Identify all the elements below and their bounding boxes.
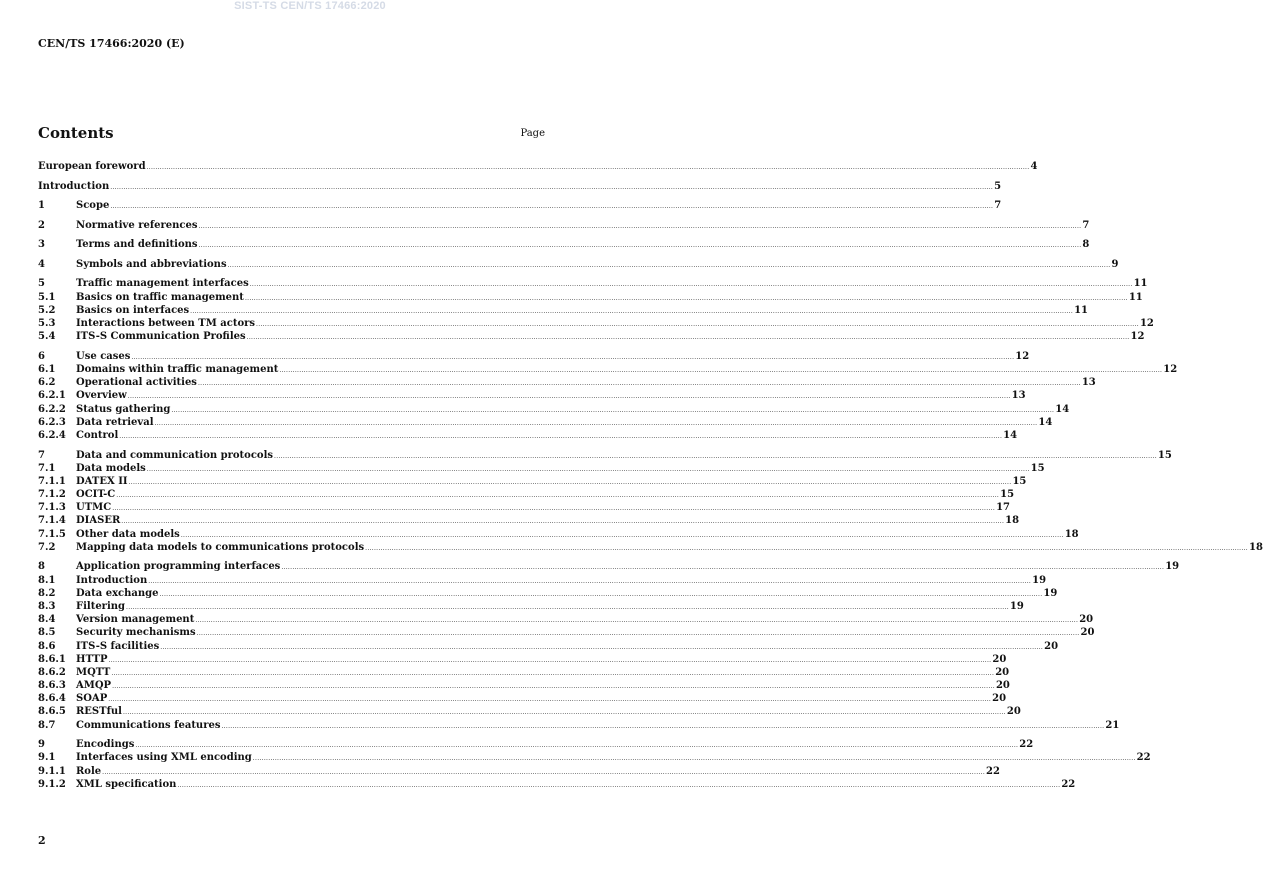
toc-entry-title[interactable]: Introduction <box>38 180 110 192</box>
toc-entry-title[interactable]: Security mechanisms <box>76 627 196 639</box>
toc-dot-leader: ................................................................................................................................................................................................................................................................................................................................................................................................................ <box>198 242 1082 250</box>
toc-entry-title[interactable]: ITS-S Communication Profiles <box>76 331 246 343</box>
toc-entry-page: 19 <box>1165 561 1180 573</box>
toc-dot-leader: ................................................................................................................................................................................................................................................................................................................................................................................................................ <box>102 768 986 776</box>
toc-dot-leader: ................................................................................................................................................................................................................................................................................................................................................................................................................ <box>196 630 1080 638</box>
toc-entry[interactable] <box>38 403 1070 416</box>
toc-entry-number: 5.4 <box>38 331 56 343</box>
toc-entry[interactable] <box>38 587 1058 600</box>
toc-entry-title[interactable]: Data retrieval <box>76 416 154 428</box>
toc-dot-leader: ................................................................................................................................................................................................................................................................................................................................................................................................................ <box>171 406 1055 414</box>
toc-entry-title[interactable]: Mapping data models to communications protocols <box>76 541 365 553</box>
toc-entry[interactable] <box>38 574 1047 587</box>
toc-entry-number: 8.2 <box>38 587 56 599</box>
toc-dot-leader: ................................................................................................................................................................................................................................................................................................................................................................................................................ <box>221 722 1105 730</box>
toc-entry-number: 2 <box>38 219 45 231</box>
toc-entry-page: 18 <box>1005 515 1020 527</box>
toc-entry-page: 20 <box>992 653 1007 665</box>
toc-entry[interactable] <box>38 705 1021 718</box>
toc-entry-page: 9 <box>1111 258 1119 270</box>
toc-dot-leader: ................................................................................................................................................................................................................................................................................................................................................................................................................ <box>281 564 1165 572</box>
toc-dot-leader: ................................................................................................................................................................................................................................................................................................................................................................................................................ <box>249 281 1133 289</box>
toc-entry-page: 22 <box>1061 778 1076 790</box>
toc-entry-title[interactable]: Operational activities <box>76 377 197 389</box>
toc-entry-title[interactable]: Encodings <box>76 739 135 751</box>
toc-dot-leader: ................................................................................................................................................................................................................................................................................................................................................................................................................ <box>112 505 996 513</box>
toc-dot-leader: ................................................................................................................................................................................................................................................................................................................................................................................................................ <box>252 755 1136 763</box>
toc-entry-title[interactable]: DIASER <box>76 515 121 527</box>
toc-entry-title[interactable]: Basics on interfaces <box>76 304 190 316</box>
toc-entry-page: 11 <box>1128 291 1143 303</box>
toc-entry-page: 19 <box>1009 600 1024 612</box>
toc-entry-number: 8.6.1 <box>38 653 66 665</box>
toc-entry-page: 22 <box>1019 739 1034 751</box>
toc-dot-leader: ................................................................................................................................................................................................................................................................................................................................................................................................................ <box>154 419 1038 427</box>
toc-entry-title[interactable]: European foreword <box>38 161 146 172</box>
toc-entry[interactable] <box>38 541 1263 554</box>
toc-entry-title[interactable]: Normative references <box>76 219 198 231</box>
toc-entry-page: 13 <box>1081 377 1096 389</box>
toc-entry-number: 8.6 <box>38 640 56 652</box>
toc-entry-number: 6.2.4 <box>38 429 66 441</box>
toc-entry-page: 7 <box>1082 219 1090 231</box>
toc-dot-leader: ................................................................................................................................................................................................................................................................................................................................................................................................................ <box>274 452 1157 460</box>
toc-entry-number: 5.2 <box>38 304 56 316</box>
toc-entry[interactable] <box>38 363 1178 376</box>
toc-entry-title[interactable]: AMQP <box>76 680 112 692</box>
toc-entry-page: 8 <box>1082 239 1090 251</box>
toc-entry[interactable] <box>38 219 1090 232</box>
toc-entry-title[interactable]: Application programming interfaces <box>76 561 281 573</box>
toc-entry-page: 12 <box>1139 318 1154 330</box>
toc-dot-leader: ................................................................................................................................................................................................................................................................................................................................................................................................................ <box>110 183 994 191</box>
toc-entry-title[interactable]: OCIT-C <box>76 489 116 501</box>
toc-entry-page: 7 <box>994 200 1002 212</box>
toc-entry-number: 6.2.1 <box>38 390 66 402</box>
toc-entry-title[interactable]: Scope <box>76 200 110 212</box>
toc-entry-page: 15 <box>1000 489 1015 501</box>
toc-entry-number: 8.6.4 <box>38 693 66 705</box>
toc-entry[interactable] <box>38 277 1148 290</box>
toc-entry-title[interactable]: Traffic management interfaces <box>76 278 249 290</box>
toc-entry[interactable] <box>38 692 1007 705</box>
toc-entry-number: 5.1 <box>38 291 56 303</box>
toc-entry[interactable] <box>38 389 1026 402</box>
toc-entry-title[interactable]: Introduction <box>76 574 148 586</box>
toc-entry[interactable] <box>38 304 1088 317</box>
toc-entry[interactable] <box>38 429 1018 442</box>
toc-entry-page: 17 <box>996 502 1011 514</box>
toc-dot-leader: ................................................................................................................................................................................................................................................................................................................................................................................................................ <box>180 531 1064 539</box>
toc-entry-page: 21 <box>1105 719 1120 731</box>
toc-entry[interactable] <box>38 376 1096 389</box>
toc-entry-title[interactable]: RESTful <box>76 706 122 718</box>
toc-entry-page: 20 <box>1079 614 1094 626</box>
toc-entry[interactable] <box>38 719 1120 732</box>
toc-dot-leader: ................................................................................................................................................................................................................................................................................................................................................................................................................ <box>197 380 1081 388</box>
toc-entry-title[interactable]: Data and communication protocols <box>76 449 274 461</box>
toc-entry-page: 14 <box>1055 403 1070 415</box>
toc-entry-number: 5 <box>38 278 45 290</box>
toc-entry-page: 12 <box>1130 331 1145 343</box>
toc-entry-number: 8.6.3 <box>38 680 66 692</box>
toc-entry-page: 14 <box>1038 416 1053 428</box>
toc-entry-number: 7.1.5 <box>38 528 66 540</box>
toc-entry-number: 9 <box>38 739 45 751</box>
footer-page-number: 2 <box>38 834 46 847</box>
toc-entry-number: 6.2 <box>38 377 56 389</box>
toc-entry-number: 7 <box>38 449 45 461</box>
toc-entry-title[interactable]: Data models <box>76 462 146 474</box>
toc-entry-number: 1 <box>38 200 45 212</box>
toc-dot-leader: ................................................................................................................................................................................................................................................................................................................................................................................................................ <box>108 656 992 664</box>
toc-entry-number: 5.3 <box>38 318 56 330</box>
toc-dot-leader: ................................................................................................................................................................................................................................................................................................................................................................................................................ <box>190 307 1074 315</box>
toc-entry-title[interactable]: Symbols and abbreviations <box>76 258 227 270</box>
toc-entry-title[interactable]: MQTT <box>76 666 111 678</box>
toc-entry[interactable] <box>38 416 1053 429</box>
toc-dot-leader: ................................................................................................................................................................................................................................................................................................................................................................................................................ <box>112 683 995 691</box>
toc-entry-title[interactable]: Interfaces using XML encoding <box>76 752 252 764</box>
toc-entry-title[interactable]: ITS-S facilities <box>76 640 160 652</box>
toc-dot-leader: ................................................................................................................................................................................................................................................................................................................................................................................................................ <box>127 393 1011 401</box>
toc-dot-leader: ................................................................................................................................................................................................................................................................................................................................................................................................................ <box>244 294 1128 302</box>
toc-entry-number: 6 <box>38 350 45 362</box>
toc-entry[interactable] <box>38 514 1020 527</box>
toc-entry-title[interactable]: Version management <box>76 614 195 626</box>
table-of-contents <box>38 160 1263 791</box>
toc-entry-page: 22 <box>986 765 1000 777</box>
toc-entry-page: 20 <box>992 693 1007 705</box>
toc-entry-page: 20 <box>995 680 1010 692</box>
toc-dot-leader: ................................................................................................................................................................................................................................................................................................................................................................................................................ <box>108 696 992 704</box>
toc-entry-title[interactable]: Data exchange <box>76 587 159 599</box>
toc-dot-leader: ................................................................................................................................................................................................................................................................................................................................................................................................................ <box>160 643 1044 651</box>
toc-entry-number: 3 <box>38 239 45 251</box>
toc-entry-number: 8.7 <box>38 719 56 731</box>
toc-dot-leader: ................................................................................................................................................................................................................................................................................................................................................................................................................ <box>246 334 1130 342</box>
toc-entry[interactable] <box>38 258 1119 271</box>
toc-entry-title[interactable]: SOAP <box>76 693 108 705</box>
toc-entry-number: 8.6.5 <box>38 706 66 718</box>
toc-entry[interactable] <box>38 462 1045 475</box>
toc-entry[interactable] <box>38 626 1095 639</box>
toc-entry-title[interactable]: XML specification <box>76 778 177 790</box>
toc-entry-page: 14 <box>1003 429 1018 441</box>
toc-entry[interactable] <box>38 501 1011 514</box>
toc-entry[interactable] <box>38 640 1059 653</box>
toc-entry[interactable] <box>38 488 1015 501</box>
toc-entry[interactable] <box>38 449 1172 462</box>
toc-dot-leader: ................................................................................................................................................................................................................................................................................................................................................................................................................ <box>146 164 1030 171</box>
toc-dot-leader: ................................................................................................................................................................................................................................................................................................................................................................................................................ <box>146 465 1030 473</box>
toc-entry-page: 12 <box>1163 363 1178 375</box>
toc-entry-page: 20 <box>995 666 1010 678</box>
toc-entry-title[interactable]: HTTP <box>76 653 108 665</box>
toc-entry-page: 18 <box>1064 528 1079 540</box>
toc-dot-leader: ................................................................................................................................................................................................................................................................................................................................................................................................................ <box>128 478 1012 486</box>
toc-entry[interactable] <box>38 666 1010 679</box>
toc-dot-leader: ................................................................................................................................................................................................................................................................................................................................................................................................................ <box>177 781 1061 789</box>
toc-entry[interactable] <box>38 765 1000 778</box>
toc-entry-page: 19 <box>1032 574 1047 586</box>
toc-entry-number: 7.2 <box>38 541 56 553</box>
toc-entry-page: 11 <box>1074 304 1088 316</box>
toc-entry-page: 11 <box>1133 278 1148 290</box>
toc-dot-leader: ................................................................................................................................................................................................................................................................................................................................................................................................................ <box>111 669 995 677</box>
toc-entry-number: 6.1 <box>38 363 56 375</box>
toc-entry[interactable] <box>38 199 1002 212</box>
toc-entry-page: 20 <box>1006 706 1021 718</box>
toc-entry-title[interactable]: Filtering <box>76 600 126 612</box>
toc-entry[interactable] <box>38 600 1024 613</box>
toc-entry[interactable] <box>38 160 1038 173</box>
toc-entry[interactable] <box>38 778 1076 791</box>
toc-entry[interactable] <box>38 330 1145 343</box>
toc-entry[interactable] <box>38 653 1007 666</box>
toc-entry-title[interactable]: UTMC <box>76 502 112 514</box>
toc-entry[interactable] <box>38 560 1180 573</box>
toc-entry-number: 7.1.1 <box>38 475 66 487</box>
toc-entry-page: 19 <box>1043 587 1058 599</box>
toc-entry-title[interactable]: Other data models <box>76 528 180 540</box>
toc-entry-page: 4 <box>1030 161 1038 172</box>
toc-entry[interactable] <box>38 738 1034 751</box>
page-column-label: Page <box>520 128 545 139</box>
toc-entry-number: 8.4 <box>38 614 56 626</box>
toc-dot-leader: ................................................................................................................................................................................................................................................................................................................................................................................................................ <box>198 222 1082 230</box>
toc-entry-number: 9.1.2 <box>38 778 66 790</box>
toc-entry-title[interactable]: Domains within traffic management <box>76 363 279 375</box>
toc-entry[interactable] <box>38 317 1154 330</box>
toc-entry-title[interactable]: Overview <box>76 390 127 402</box>
toc-entry[interactable] <box>38 613 1094 626</box>
toc-dot-leader: ................................................................................................................................................................................................................................................................................................................................................................................................................ <box>195 617 1079 625</box>
toc-entry-number: 8.5 <box>38 627 56 639</box>
toc-dot-leader: ................................................................................................................................................................................................................................................................................................................................................................................................................ <box>256 321 1139 329</box>
toc-entry-title[interactable]: Status gathering <box>76 403 171 415</box>
toc-entry-title[interactable]: Control <box>76 429 119 441</box>
toc-entry[interactable] <box>38 679 1010 692</box>
watermark: SIST-TS CEN/TS 17466:2020 <box>234 0 386 12</box>
toc-entry-number: 7.1.3 <box>38 502 66 514</box>
toc-entry-page: 22 <box>1136 752 1151 764</box>
toc-entry-title[interactable]: Interactions between TM actors <box>76 318 256 330</box>
toc-entry-title[interactable]: Basics on traffic management <box>76 291 244 303</box>
toc-entry-number: 4 <box>38 258 45 270</box>
toc-entry-page: 15 <box>1012 475 1027 487</box>
toc-dot-leader: ................................................................................................................................................................................................................................................................................................................................................................................................................ <box>279 366 1163 374</box>
toc-entry-number: 7.1.2 <box>38 489 66 501</box>
toc-entry[interactable] <box>38 475 1027 488</box>
toc-entry-page: 13 <box>1011 390 1026 402</box>
toc-entry-page: 20 <box>1044 640 1059 652</box>
toc-dot-leader: ................................................................................................................................................................................................................................................................................................................................................................................................................ <box>122 709 1006 717</box>
toc-entry-number: 9.1 <box>38 752 56 764</box>
contents-title: Contents <box>38 124 114 142</box>
toc-entry-number: 8.1 <box>38 574 56 586</box>
toc-entry[interactable] <box>38 528 1079 541</box>
toc-entry[interactable] <box>38 238 1090 251</box>
document-id: CEN/TS 17466:2020 (E) <box>38 37 185 50</box>
toc-entry-number: 8.6.2 <box>38 666 66 678</box>
toc-entry-number: 9.1.1 <box>38 765 66 777</box>
toc-dot-leader: ................................................................................................................................................................................................................................................................................................................................................................................................................ <box>126 603 1009 611</box>
toc-entry-title[interactable]: Role <box>76 765 102 777</box>
toc-entry[interactable] <box>38 291 1143 304</box>
toc-entry-number: 8.3 <box>38 600 56 612</box>
toc-dot-leader: ................................................................................................................................................................................................................................................................................................................................................................................................................ <box>110 203 994 211</box>
toc-dot-leader: ................................................................................................................................................................................................................................................................................................................................................................................................................ <box>148 577 1032 585</box>
toc-entry-title[interactable]: Terms and definitions <box>76 239 198 251</box>
toc-entry-page: 5 <box>994 180 1002 192</box>
toc-entry-number: 7.1 <box>38 462 56 474</box>
toc-entry[interactable] <box>38 350 1030 363</box>
toc-dot-leader: ................................................................................................................................................................................................................................................................................................................................................................................................................ <box>121 518 1005 526</box>
toc-entry-number: 7.1.4 <box>38 515 66 527</box>
toc-dot-leader: ................................................................................................................................................................................................................................................................................................................................................................................................................ <box>135 742 1019 750</box>
toc-entry[interactable] <box>38 180 1002 193</box>
toc-entry-page: 12 <box>1015 350 1030 362</box>
toc-entry-page: 15 <box>1030 462 1045 474</box>
toc-dot-leader: ................................................................................................................................................................................................................................................................................................................................................................................................................ <box>365 544 1249 552</box>
toc-entry-page: 20 <box>1080 627 1095 639</box>
toc-entry-title[interactable]: Use cases <box>76 350 131 362</box>
toc-entry-number: 6.2.2 <box>38 403 66 415</box>
toc-dot-leader: ................................................................................................................................................................................................................................................................................................................................................................................................................ <box>119 432 1003 440</box>
toc-entry-page: 15 <box>1157 449 1172 461</box>
toc-entry-page: 18 <box>1249 541 1263 553</box>
toc-dot-leader: ................................................................................................................................................................................................................................................................................................................................................................................................................ <box>227 261 1111 269</box>
toc-entry-number: 8 <box>38 561 45 573</box>
toc-entry-title[interactable]: Communications features <box>76 719 221 731</box>
toc-entry-number: 6.2.3 <box>38 416 66 428</box>
toc-entry-title[interactable]: DATEX II <box>76 475 128 487</box>
toc-dot-leader: ................................................................................................................................................................................................................................................................................................................................................................................................................ <box>116 492 1000 500</box>
toc-entry[interactable] <box>38 751 1151 764</box>
toc-dot-leader: ................................................................................................................................................................................................................................................................................................................................................................................................................ <box>159 590 1043 598</box>
toc-dot-leader: ................................................................................................................................................................................................................................................................................................................................................................................................................ <box>131 353 1015 361</box>
